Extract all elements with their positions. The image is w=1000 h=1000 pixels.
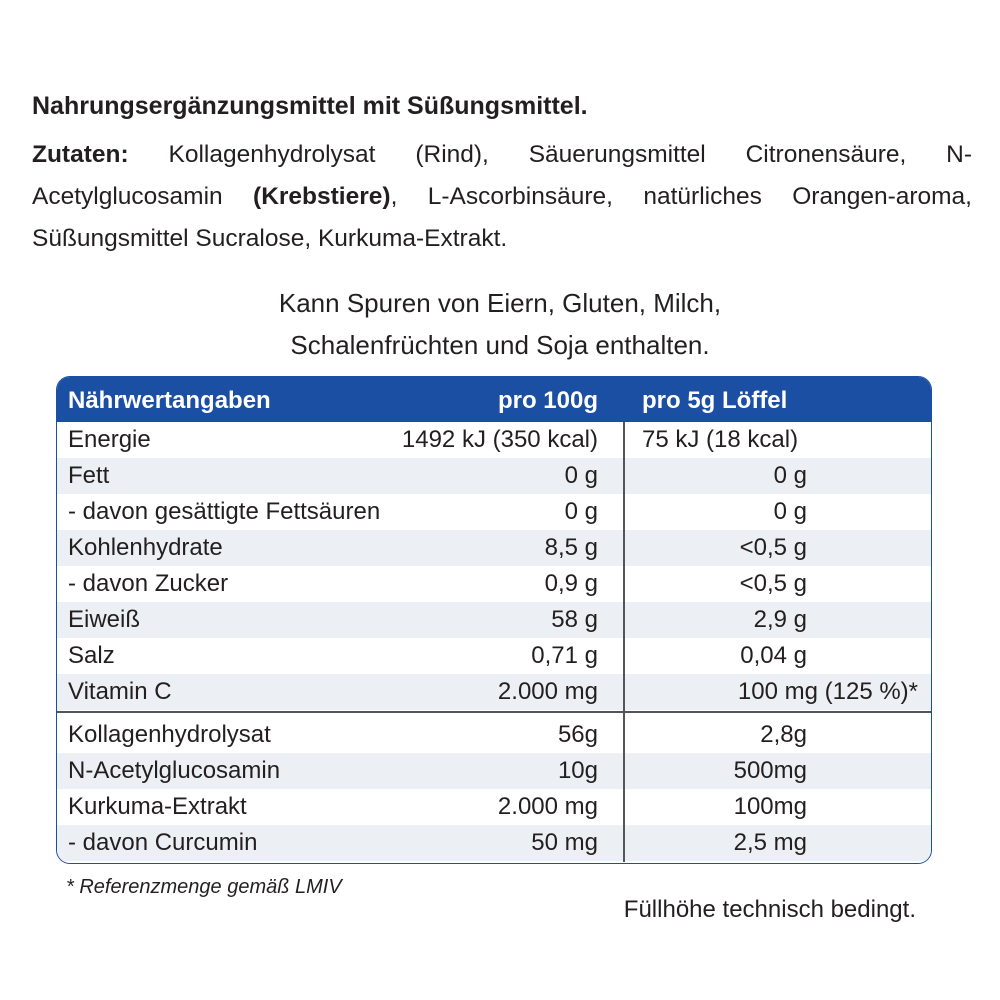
- row-name: Salz: [68, 642, 115, 669]
- traces-line-1: Kann Spuren von Eiern, Gluten, Milch,: [278, 288, 722, 318]
- row-name: - davon Zucker: [68, 570, 229, 597]
- table-row: [57, 458, 931, 494]
- row-per-100g: 0 g: [564, 498, 598, 525]
- table-row: [57, 494, 931, 530]
- header-per-5g: pro 5g Löffel: [642, 387, 788, 414]
- ingredients-label: Zutaten:: [32, 141, 129, 168]
- row-per-5g: 75 kJ (18 kcal): [642, 426, 799, 453]
- reference-footnote: * Referenzmenge gemäß LMIV: [66, 876, 342, 898]
- row-per-5g: 100 mg (125 %)*: [737, 678, 918, 705]
- fill-level-note: Füllhöhe technisch bedingt.: [623, 896, 916, 923]
- ingredients-text-1: Kollagenhydrolysat (Rind), Säuerungsmittel Citronensäure, N-Acetylglucosamin: [32, 141, 972, 210]
- row-per-100g: 0,9 g: [544, 570, 598, 597]
- table-row: [57, 638, 931, 674]
- row-name: Kohlenhydrate: [68, 534, 223, 561]
- row-per-100g: 2.000 mg: [497, 678, 598, 705]
- traces-line-2: Schalenfrüchten und Soja enthalten.: [290, 330, 710, 360]
- section-divider: [57, 711, 931, 713]
- table-row: [57, 602, 931, 638]
- row-per-5g: 0,04 g: [740, 642, 807, 669]
- table-row: [57, 566, 931, 602]
- row-per-100g: 1492 kJ (350 kcal): [401, 426, 598, 453]
- row-name: - davon Curcumin: [68, 829, 258, 856]
- row-per-5g: 500mg: [733, 757, 807, 784]
- row-name: - davon gesättigte Fettsäuren: [68, 498, 381, 525]
- nutrition-table-header: [57, 377, 931, 422]
- row-per-100g: 8,5 g: [544, 534, 598, 561]
- table-row: [57, 530, 931, 566]
- column-divider: [623, 422, 625, 862]
- row-per-5g: 2,9 g: [753, 606, 807, 633]
- allergen-crustaceans: (Krebstiere): [253, 183, 391, 210]
- row-per-5g: 0 g: [773, 462, 807, 489]
- row-per-100g: 56g: [557, 721, 598, 748]
- ingredients-paragraph: [32, 134, 972, 260]
- row-name: Vitamin C: [68, 678, 172, 705]
- table-row: [57, 753, 931, 789]
- table-row: [57, 422, 931, 458]
- table-row: [57, 789, 931, 825]
- ingredients-text-2: , L-Ascorbinsäure, natürliches Orangen-aroma, Süßungsmittel Sucralose, Kurkuma-Extrakt.: [32, 183, 972, 252]
- row-name: N-Acetylglucosamin: [68, 757, 281, 784]
- product-headline: Nahrungsergänzungsmittel mit Süßungsmittel.: [32, 92, 588, 120]
- row-per-100g: 58 g: [551, 606, 598, 633]
- table-row: [57, 674, 931, 710]
- row-per-100g: 0,71 g: [531, 642, 598, 669]
- table-row: [57, 717, 931, 753]
- row-name: Eiweiß: [68, 606, 141, 633]
- header-nutrition-label: Nährwertangaben: [68, 387, 271, 414]
- row-per-100g: 10g: [557, 757, 598, 784]
- row-per-5g: 100mg: [733, 793, 807, 820]
- row-per-100g: 2.000 mg: [497, 793, 598, 820]
- row-per-5g: 2,5 mg: [733, 829, 807, 856]
- row-name: Kollagenhydrolysat: [68, 721, 271, 748]
- row-per-5g: 0 g: [773, 498, 807, 525]
- row-name: Energie: [68, 426, 151, 453]
- row-per-5g: <0,5 g: [739, 570, 807, 597]
- row-per-5g: <0,5 g: [739, 534, 807, 561]
- row-per-100g: 0 g: [564, 462, 598, 489]
- header-per-100g: pro 100g: [497, 387, 598, 414]
- table-row: [57, 825, 931, 861]
- row-name: Fett: [68, 462, 110, 489]
- traces-notice: [0, 282, 1000, 366]
- nutrition-table: [56, 376, 932, 864]
- row-per-5g: 2,8g: [760, 721, 807, 748]
- row-per-100g: 50 mg: [531, 829, 598, 856]
- row-name: Kurkuma-Extrakt: [68, 793, 247, 820]
